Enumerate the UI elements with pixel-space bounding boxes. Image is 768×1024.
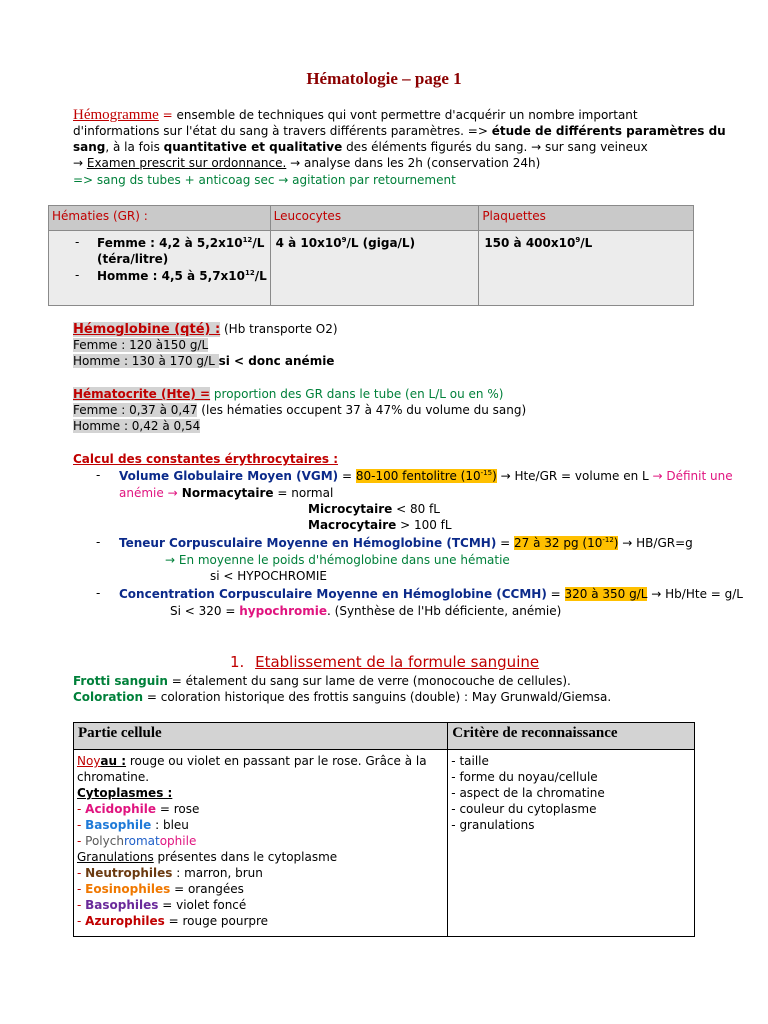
normacytaire-label: Normacytaire [177,486,274,500]
critere-item: - couleur du cytoplasme [451,802,597,816]
hemogramme-equals: = [158,108,173,122]
bullet-dash: - [77,898,86,912]
noyau-label: au : [100,754,127,768]
constantes-title: Calcul des constantes érythrocytaires : [73,452,339,466]
hematies-homme [97,268,267,284]
section-heading [230,652,539,672]
coloration-term: Coloration [73,690,144,704]
noyau-line [77,753,427,769]
value-text: 27 à 32 pg (10 [514,536,603,550]
ccmh-note [170,603,561,619]
ccmh-note-text: Si < 320 = [170,604,240,618]
basophile-line [77,817,189,833]
basophiles-term: Basophiles [85,898,159,912]
unit-text: /L [580,236,593,250]
plaquettes-value [484,235,592,251]
bullet-dash: - [77,914,86,928]
section-number: 1. [230,653,245,671]
table-header-hematies: Hématies (GR) : [49,206,271,231]
exponent: -15 [480,469,493,477]
page-title: Hématologie – page 1 [306,69,462,88]
hematocrite-note: (les hématies occupent 37 à 47% du volume du sang) [197,403,527,417]
equals-sign: = [546,587,565,601]
neutrophiles-term: Neutrophiles [85,866,173,880]
hematies-unit: (téra/litre) [97,252,169,266]
hemoglobine-def: (Hb transporte O2) [220,322,338,336]
unit-text: /L (giga/L) [346,236,416,250]
equals-sign: = [496,536,514,550]
hemogramme-term: Hémogramme [73,107,159,123]
exponent: 9 [575,236,581,244]
hemogramme-line-2 [73,123,726,139]
value-text: 80-100 fentolitre (10 [355,469,481,483]
vgm-dash: - [96,468,101,482]
acidophile-desc: = rose [156,802,200,816]
section-title: Etablissement de la formule sanguine [255,653,540,671]
noyau-text: chromatine. [77,770,150,784]
frottis-line [73,673,571,689]
ccmh-formula: → Hb/Hte = g/L [647,587,743,601]
critere-item: - taille [451,754,489,768]
hemoglobine-term: Hémoglobine (qté) : [73,322,221,337]
microcytaire-label: Microcytaire [308,502,393,516]
frottis-term: Frotti sanguin [73,674,168,688]
hemogramme-line-3 [73,139,648,155]
microcytaire-value: < 80 fL [392,502,440,516]
basophile-term: Basophile [85,818,152,832]
hemoglobine-homme [73,353,334,369]
bullet-dash: - [77,834,86,848]
hematies-femme [97,235,264,251]
hemogramme-text: , à la fois [105,140,164,154]
value-text: ) [492,469,497,483]
table-cell-hematies [49,231,271,306]
basophiles-desc: = violet foncé [158,898,247,912]
ccmh-dash: - [96,586,101,600]
tcmh-line-1 [119,535,693,551]
table-cell-leucocytes [270,231,479,306]
critere-item: - aspect de la chromatine [451,786,605,800]
blood-counts-table [48,205,694,306]
bullet-dash: - [77,802,86,816]
ccmh-note-text: . (Synthèse de l'Hb déficiente, anémie) [327,604,562,618]
acidophile-line [77,801,199,817]
bullet-dash: - [77,882,86,896]
value-text: Femme : 4,2 à 5,2x10 [97,236,243,250]
azurophiles-term: Azurophiles [85,914,165,928]
basophile-desc: : bleu [151,818,189,832]
eosinophiles-desc: = orangées [170,882,244,896]
leucocytes-value [276,235,415,251]
cell-recognition-table [73,722,695,937]
azurophiles-desc: = rouge pourpre [164,914,269,928]
table-header-partie-cellule: Partie cellule [74,723,448,750]
tcmh-formula: → HB/GR=g [618,536,693,550]
exponent: 9 [341,236,347,244]
table-cell-criteres [448,750,695,937]
hematocrite-def: proportion des GR dans le tube (en L/L ou en %) [210,387,504,401]
tcmh-dash: - [96,535,101,549]
hemogramme-text: → analyse dans les 2h (conservation 24h) [286,156,541,170]
polychromatophile-line [77,833,196,849]
bullet-dash: - [75,235,80,249]
hematocrite-term: Hématocrite (Hte) = [73,387,211,401]
eosinophiles-term: Eosinophiles [85,882,171,896]
granulations-line [77,849,337,865]
hematocrite-homme [73,418,200,434]
tcmh-note: → En moyenne le poids d'hémoglobine dans une hématie [165,553,510,567]
hemoglobine-anemie-note: si < donc anémie [218,354,335,368]
exponent: 12 [242,236,253,244]
microcytaire-line [308,501,440,517]
macrocytaire-value: > 100 fL [396,518,452,532]
value-text: Homme : 4,5 à 5,7x10 [97,269,245,283]
exponent: 12 [245,269,255,277]
bullet-dash: - [77,818,86,832]
hematocrite-homme-value: Homme : 0,42 à 0,54 [73,419,201,433]
hemogramme-text: d'informations sur l'état du sang à travers différents paramètres. => [73,124,492,138]
polychromatophile-part: romat [123,834,160,848]
tcmh-value [514,536,618,550]
table-cell-partie-cellule [74,750,448,937]
hemoglobine-homme-value: Homme : 130 à 170 g/L [73,354,219,368]
critere-item: - granulations [451,818,535,832]
vgm-definition: anémie → [119,486,178,500]
macrocytaire-line [308,517,452,533]
frottis-def: = étalement du sang sur lame de verre (monocouche de cellules). [167,674,571,688]
exponent: -12 [602,536,614,544]
hemogramme-line-1 [73,106,638,124]
hemogramme-underlined: Examen prescrit sur ordonnance. [86,156,287,170]
noyau-text: rouge ou violet en passant par le rose. Grâce à la [126,754,427,768]
tcmh-hypochromie: si < HYPOCHROMIE [210,569,327,583]
hemogramme-text: des éléments figurés du sang. → sur sang veineux [342,140,648,154]
polychromatophile-part: ophile [159,834,197,848]
acidophile-term: Acidophile [85,802,157,816]
coloration-line [73,689,611,705]
unit-text: /L [254,269,267,283]
table-header-plaquettes: Plaquettes [479,206,694,231]
vgm-line-2 [119,485,333,501]
unit-text: /L [252,236,265,250]
vgm-line-1 [119,468,733,484]
vgm-name: Volume Globulaire Moyen (VGM) [119,469,339,483]
arrow-icon: → [73,156,87,170]
granulations-text: présentes dans le cytoplasme [153,850,338,864]
critere-item: - forme du noyau/cellule [451,770,598,784]
value-text: 150 à 400x10 [484,236,576,250]
bullet-dash: - [77,866,86,880]
basophiles-line [77,897,246,913]
equals-sign: = [338,469,356,483]
ccmh-name: Concentration Corpusculaire Moyenne en Hémoglobine (CCMH) [119,587,547,601]
hematocrite-femme-value: Femme : 0,37 à 0,47 [73,403,198,417]
hematocrite-heading [73,386,503,402]
tcmh-name: Teneur Corpusculaire Moyenne en Hémoglobine (TCMH) [119,536,497,550]
vgm-definition: → Définit une [652,469,733,483]
vgm-value [356,469,497,483]
ccmh-line-1 [119,586,743,602]
azurophiles-line [77,913,268,929]
hemogramme-bold: étude de différents paramètres du [491,124,726,138]
hemogramme-bold: quantitative et qualitative [163,140,343,154]
granulations-label: Granulations [77,850,154,864]
eosinophiles-line [77,881,244,897]
bullet-dash: - [75,268,80,282]
normacytaire-text: = normal [273,486,334,500]
hematocrite-femme [73,402,526,418]
cytoplasmes-label: Cytoplasmes : [77,786,173,800]
hemogramme-bold: sang [73,140,106,154]
hemoglobine-femme-value: Femme : 120 à150 g/L [73,338,209,352]
macrocytaire-label: Macrocytaire [308,518,397,532]
coloration-def: = coloration historique des frottis sanguins (double) : May Grunwald/Giemsa. [143,690,612,704]
ccmh-value: 320 à 350 g/L [564,587,648,601]
table-header-leucocytes: Leucocytes [270,206,479,231]
hemogramme-line-5: => sang ds tubes + anticoag sec → agitation par retournement [73,173,456,187]
neutrophiles-desc: : marron, brun [172,866,263,880]
hypochromie-term: hypochromie [239,604,328,618]
neutrophiles-line [77,865,263,881]
vgm-formula: → Hte/GR = volume en L [496,469,653,483]
noyau-label: Noy [77,754,101,768]
table-header-critere: Critère de reconnaissance [448,723,695,750]
polychromatophile-part: Polych [85,834,124,848]
value-text: ) [613,536,619,550]
hemoglobine-femme [73,337,208,353]
value-text: 4 à 10x10 [275,236,342,250]
table-cell-plaquettes [479,231,694,306]
hemogramme-line-4 [73,155,540,171]
hemogramme-def: ensemble de techniques qui vont permettre d'acquérir un nombre important [172,108,638,122]
